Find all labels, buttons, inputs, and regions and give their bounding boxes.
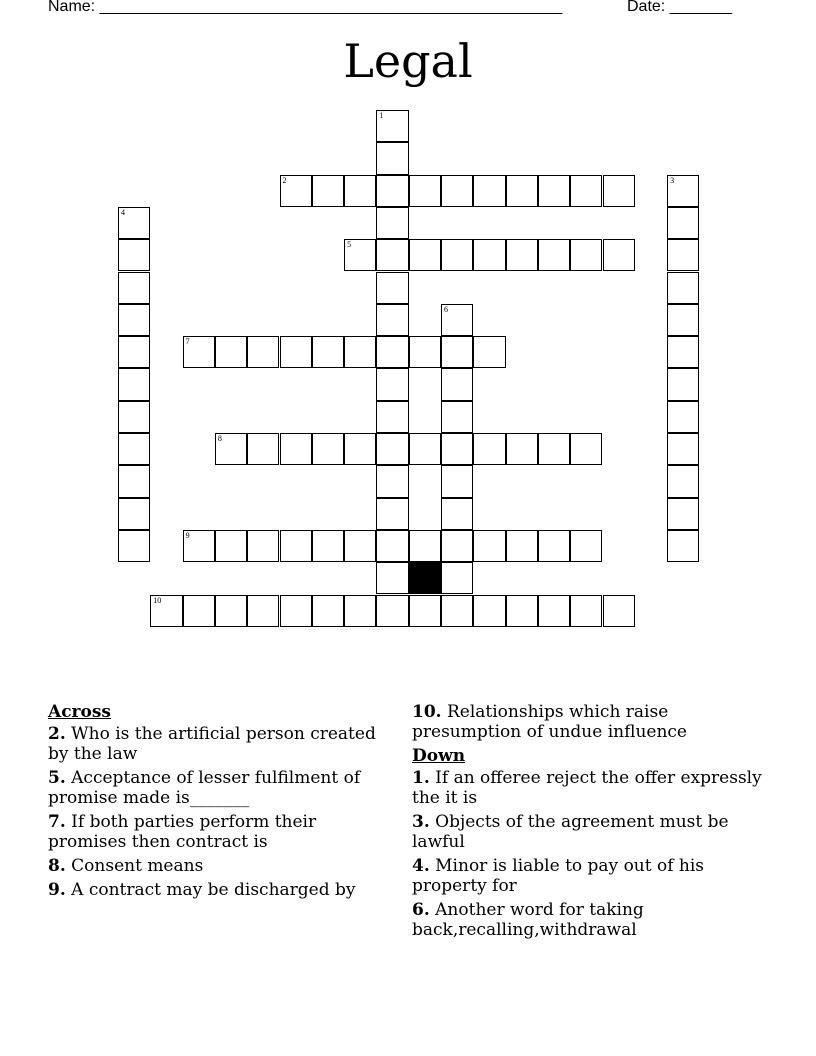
grid-cell[interactable] [376,207,408,239]
grid-cell[interactable] [183,595,215,627]
grid-cell[interactable] [570,530,602,562]
grid-cell[interactable] [247,336,279,368]
grid-cell[interactable] [570,595,602,627]
grid-cell[interactable] [376,336,408,368]
clue-number: 6 [444,304,448,314]
grid-cell[interactable] [344,175,376,207]
grid-cell[interactable] [441,336,473,368]
grid-cell[interactable] [538,239,570,271]
grid-cell[interactable] [441,498,473,530]
clue-across-8: 8. Consent means [48,856,204,876]
grid-cell[interactable] [118,368,150,400]
clue-number: 8 [217,434,222,443]
clue-number: 3 [670,175,675,185]
grid-cell[interactable] [376,239,408,271]
clue-across-2: 2. Who is the artificial person created by the law [48,724,376,764]
grid-cell[interactable] [312,336,344,368]
grid-cell[interactable] [441,175,473,207]
grid-cell[interactable] [506,239,538,271]
grid-cell[interactable] [441,562,473,594]
grid-cell[interactable] [570,175,602,207]
grid-cell[interactable] [409,239,441,271]
grid-cell[interactable] [376,272,408,304]
grid-cell[interactable] [344,595,376,627]
grid-cell[interactable] [441,401,473,433]
grid-cell[interactable] [667,401,699,433]
grid-cell[interactable] [118,401,150,433]
grid-cell[interactable] [667,336,699,368]
grid-cell[interactable] [183,336,215,368]
grid-cell[interactable] [570,239,602,271]
grid-cell[interactable] [667,433,699,465]
grid-cell[interactable] [280,175,312,207]
grid-cell[interactable] [441,595,473,627]
grid-cell[interactable] [506,530,538,562]
grid-cell[interactable] [118,239,150,271]
grid-cell[interactable] [247,530,279,562]
clues-left-column [48,702,388,904]
grid-cell[interactable] [409,433,441,465]
grid-cell[interactable] [376,530,408,562]
grid-cell[interactable] [667,175,699,207]
grid-cell[interactable] [150,595,182,627]
clue-down-6: 6. Another word for taking back,recalling,withdrawal [412,900,644,940]
clues-right-column [412,702,762,944]
grid-cell[interactable] [118,207,150,239]
page-title: Legal [343,34,473,88]
grid-cell[interactable] [376,433,408,465]
grid-cell[interactable] [312,530,344,562]
grid-cell[interactable] [376,498,408,530]
grid-cell[interactable] [312,175,344,207]
clue-down-4: 4. Minor is liable to pay out of his property for [412,856,705,896]
clue-down-3: 3. Objects of the agreement must be lawful [412,812,729,852]
grid-cell[interactable] [441,465,473,497]
grid-cell[interactable] [667,530,699,562]
grid-cell[interactable] [473,175,505,207]
grid-cell[interactable] [344,530,376,562]
grid-cell[interactable] [506,595,538,627]
grid-cell[interactable] [376,465,408,497]
across-heading: Across [48,702,111,722]
grid-cell[interactable] [538,530,570,562]
grid-cell[interactable] [215,433,247,465]
grid-cell[interactable] [441,433,473,465]
clue-number: 4 [121,207,125,217]
grid-cell[interactable] [280,336,312,368]
clue-number: 2 [282,175,287,185]
grid-cell[interactable] [215,530,247,562]
grid-cell[interactable] [376,142,408,174]
grid-cell[interactable] [441,368,473,400]
grid-cell[interactable] [667,368,699,400]
clue-down-1: 1. If an offeree reject the offer expressly the it is [412,768,762,808]
grid-cell[interactable] [344,239,376,271]
clue-across-10: 10. Relationships which raise presumption of undue influence [412,702,687,742]
grid-cell[interactable] [667,465,699,497]
grid-cell[interactable] [118,465,150,497]
grid-cell[interactable] [247,595,279,627]
grid-cell[interactable] [441,530,473,562]
grid-cell[interactable] [441,239,473,271]
grid-cell[interactable] [183,530,215,562]
grid-cell[interactable] [376,368,408,400]
grid-cell[interactable] [473,530,505,562]
clue-across-5: 5. Acceptance of lesser fulfilment of promise made is_______ [48,768,361,808]
grid-cell[interactable] [409,175,441,207]
clue-number: 1 [379,111,384,120]
grid-cell[interactable] [473,239,505,271]
grid-cell[interactable] [441,304,473,336]
date-field: Date: _______ [627,0,732,15]
grid-cell[interactable] [409,595,441,627]
grid-cell[interactable] [603,175,635,207]
grid-cell[interactable] [667,498,699,530]
clue-number: 5 [347,240,352,250]
grid-cell[interactable] [280,595,312,627]
grid-cell[interactable] [473,336,505,368]
clue-number: 9 [185,530,190,540]
black-cell [409,562,441,594]
grid-cell[interactable] [667,207,699,239]
grid-cell[interactable] [118,433,150,465]
grid-cell[interactable] [667,304,699,336]
grid-cell[interactable] [506,175,538,207]
grid-cell[interactable] [376,562,408,594]
grid-cell[interactable] [118,304,150,336]
grid-cell[interactable] [118,272,150,304]
grid-cell[interactable] [280,433,312,465]
clue-number: 7 [185,337,190,347]
grid-cell[interactable] [409,530,441,562]
grid-cell[interactable] [603,595,635,627]
grid-cell[interactable] [344,433,376,465]
grid-cell[interactable] [215,595,247,627]
down-heading: Down [412,746,466,766]
grid-cell[interactable] [473,595,505,627]
grid-cell[interactable] [603,239,635,271]
grid-cell[interactable] [506,433,538,465]
grid-cell[interactable] [376,595,408,627]
clue-number: 10 [153,595,162,605]
grid-cell[interactable] [118,530,150,562]
grid-cell[interactable] [376,304,408,336]
grid-cell[interactable] [376,110,408,142]
grid-cell[interactable] [118,498,150,530]
grid-cell[interactable] [312,595,344,627]
grid-cell[interactable] [667,272,699,304]
grid-cell[interactable] [538,175,570,207]
grid-cell[interactable] [312,433,344,465]
grid-cell[interactable] [409,336,441,368]
name-field: Name: ____________________________________________________ [48,0,563,15]
grid-cell[interactable] [376,175,408,207]
grid-cell[interactable] [473,433,505,465]
grid-cell[interactable] [247,433,279,465]
grid-cell[interactable] [667,239,699,271]
grid-cell[interactable] [215,336,247,368]
grid-cell[interactable] [376,401,408,433]
grid-cell[interactable] [344,336,376,368]
grid-cell[interactable] [280,530,312,562]
clue-across-7: 7. If both parties perform their promises then contract is [48,812,317,852]
grid-cell[interactable] [570,433,602,465]
grid-cell[interactable] [118,336,150,368]
clue-across-9: 9. A contract may be discharged by [48,880,356,900]
grid-cell[interactable] [538,595,570,627]
grid-cell[interactable] [538,433,570,465]
